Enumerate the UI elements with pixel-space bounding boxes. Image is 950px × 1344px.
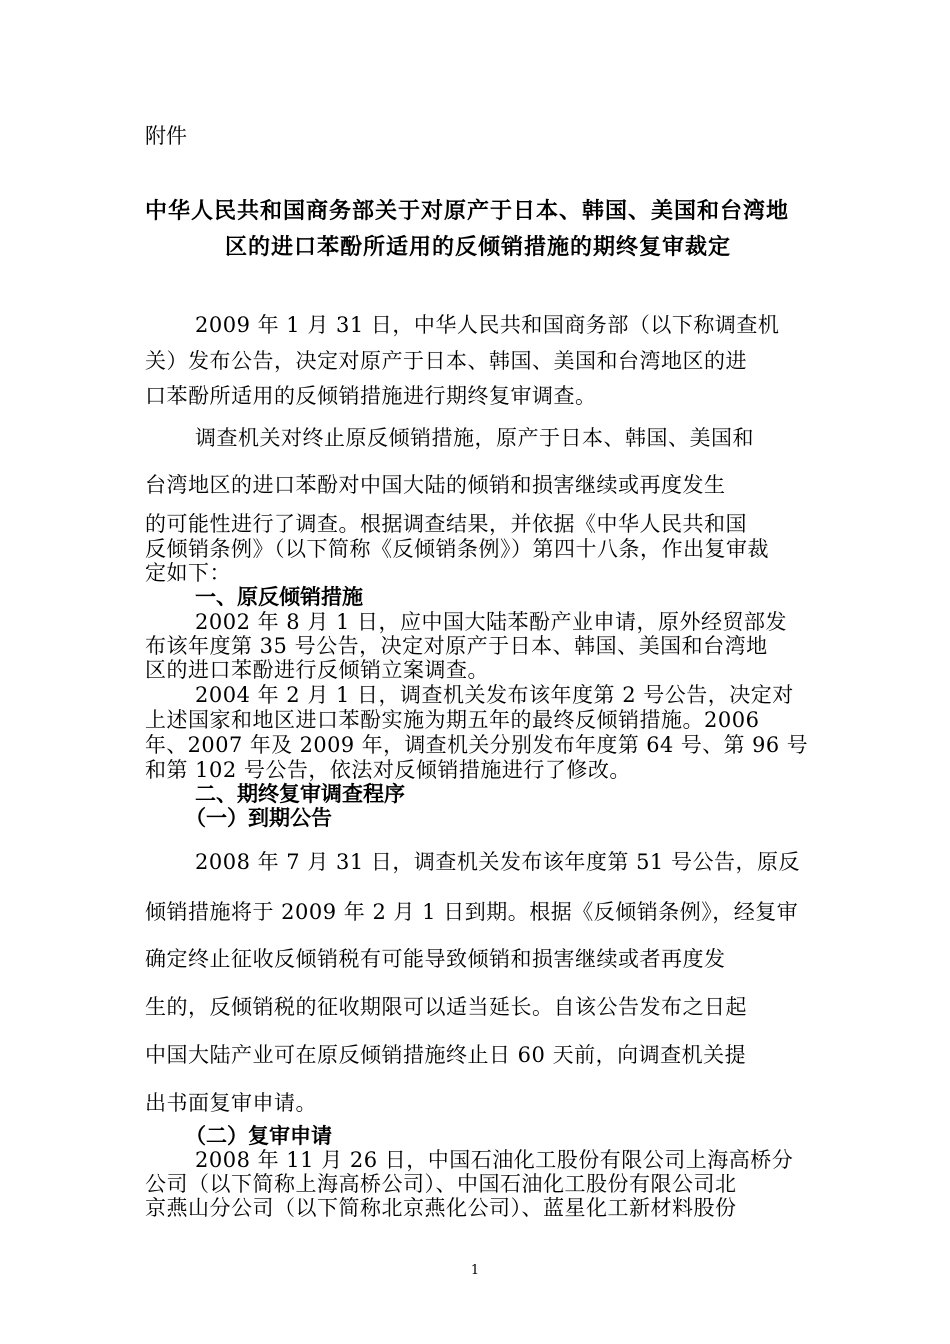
- document-title-line-2: 区的进口苯酚所适用的反倾销措施的期终复审裁定: [225, 235, 732, 260]
- section-1-paragraph-2-line: 年、2007 年及 2009 年，调查机关分别发布年度第 64 号、第 96 号: [145, 733, 809, 757]
- intro-paragraph-1-line: 口苯酚所适用的反倾销措施进行期终复审调查。: [145, 384, 597, 408]
- intro-paragraph-2-line: 定如下：: [145, 561, 231, 585]
- section-1-paragraph-2-line: 和第 102 号公告，依法对反倾销措施进行了修改。: [145, 758, 631, 782]
- section-2-sub-2-heading: （二）复审申请: [185, 1124, 332, 1148]
- page-number: 1: [470, 1263, 480, 1278]
- section-1-paragraph-2-line: 2004 年 2 月 1 日，调查机关发布该年度第 2 号公告，决定对: [195, 683, 794, 707]
- section-2-sub-2-paragraph-line: 2008 年 11 月 26 日，中国石油化工股份有限公司上海高桥分: [195, 1148, 794, 1172]
- section-2-sub-1-paragraph-line: 生的，反倾销税的征收期限可以适当延长。自该公告发布之日起: [145, 995, 747, 1019]
- attachment-label: 附件: [145, 124, 187, 148]
- section-2-sub-1-heading: （一）到期公告: [185, 806, 332, 830]
- intro-paragraph-2-line: 的可能性进行了调查。根据调查结果，并依据《中华人民共和国: [145, 512, 747, 536]
- section-2-sub-2-paragraph-line: 公司（以下简称上海高桥公司）、中国石油化工股份有限公司北: [145, 1172, 737, 1196]
- section-2-heading: 二、期终复审调查程序: [195, 782, 405, 806]
- intro-paragraph-2-line: 调查机关对终止原反倾销措施，原产于日本、韩国、美国和: [195, 426, 754, 450]
- section-2-sub-1-paragraph-line: 出书面复审申请。: [145, 1091, 317, 1115]
- intro-paragraph-1-line: 关）发布公告，决定对原产于日本、韩国、美国和台湾地区的进: [145, 349, 747, 373]
- intro-paragraph-1-line: 2009 年 1 月 31 日，中华人民共和国商务部（以下称调查机: [195, 313, 780, 337]
- section-1-paragraph-2-line: 上述国家和地区进口苯酚实施为期五年的最终反倾销措施。2006: [145, 708, 760, 732]
- section-1-heading: 一、原反倾销措施: [195, 585, 363, 609]
- section-2-sub-1-paragraph-line: 中国大陆产业可在原反倾销措施终止日 60 天前，向调查机关提: [145, 1043, 747, 1067]
- section-1-paragraph-1-line: 2002 年 8 月 1 日，应中国大陆苯酚产业申请，原外经贸部发: [195, 610, 788, 634]
- intro-paragraph-2-line: 台湾地区的进口苯酚对中国大陆的倾销和损害继续或再度发生: [145, 473, 726, 497]
- section-1-paragraph-1-line: 区的进口苯酚进行反倾销立案调查。: [145, 658, 489, 682]
- section-2-sub-1-paragraph-line: 倾销措施将于 2009 年 2 月 1 日到期。根据《反倾销条例》，经复审: [145, 900, 799, 924]
- document-title-line-1: 中华人民共和国商务部关于对原产于日本、韩国、美国和台湾地: [145, 199, 790, 224]
- section-2-sub-1-paragraph-line: 确定终止征收反倾销税有可能导致倾销和损害继续或者再度发: [145, 947, 726, 971]
- intro-paragraph-2-line: 反倾销条例》（以下简称《反倾销条例》）第四十八条，作出复审裁: [145, 537, 769, 561]
- section-2-sub-1-paragraph-line: 2008 年 7 月 31 日，调查机关发布该年度第 51 号公告，原反: [195, 850, 800, 874]
- section-1-paragraph-1-line: 布该年度第 35 号公告，决定对原产于日本、韩国、美国和台湾地: [145, 634, 768, 658]
- section-2-sub-2-paragraph-line: 京燕山分公司（以下简称北京燕化公司）、蓝星化工新材料股份: [145, 1196, 737, 1220]
